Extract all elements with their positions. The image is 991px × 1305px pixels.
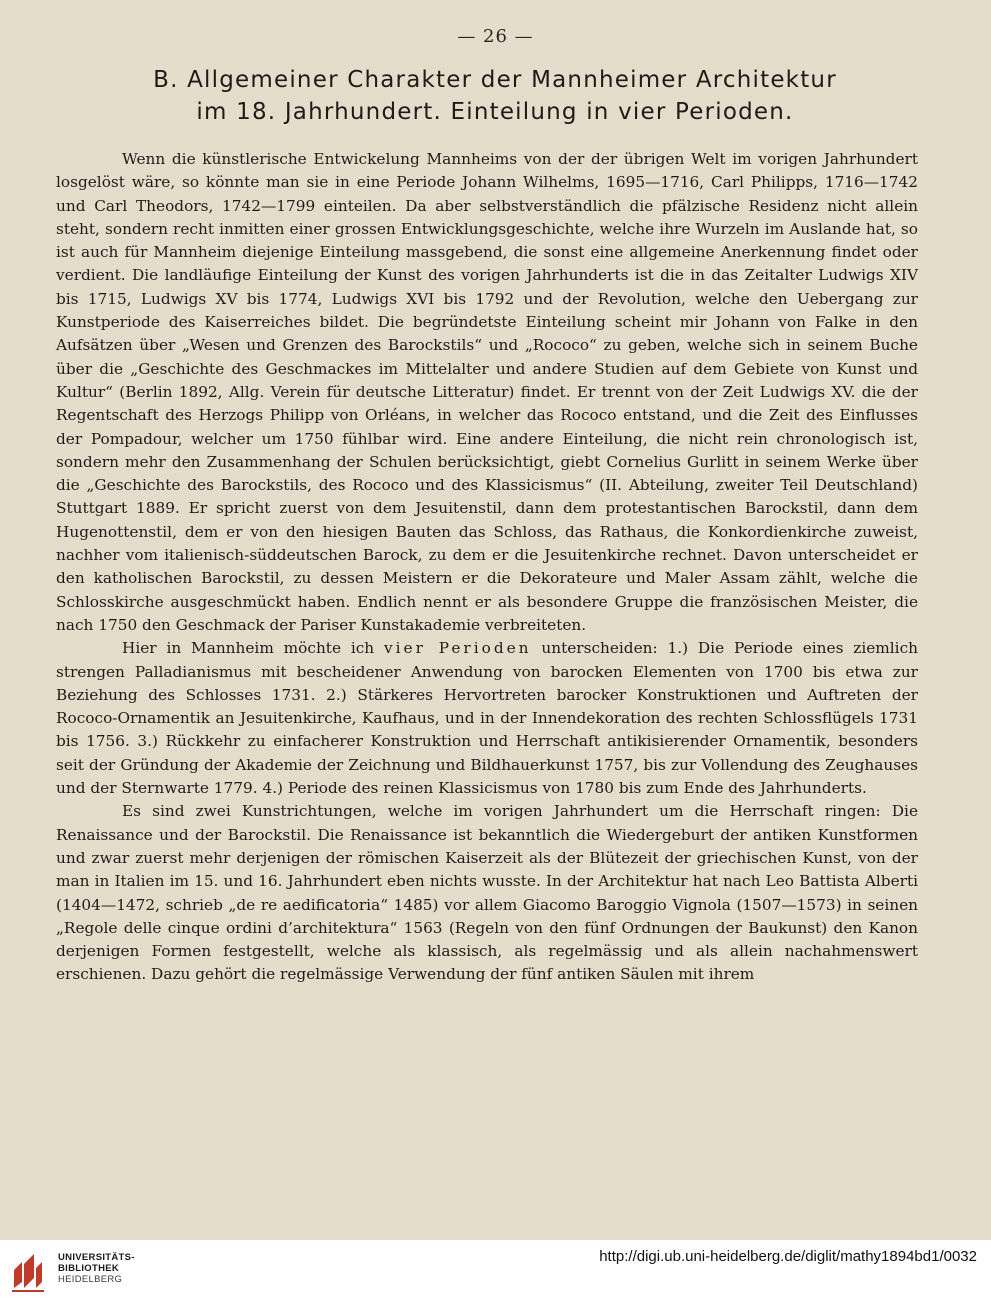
- paragraph-3: Es sind zwei Kunstrichtungen, welche im vorigen Jahrhundert um die Herrschaft ringen: Die Renaissance und der Barockstil. Die Renaissance ist bekanntlich die Wiedergeburt der antiken Kunstformen und zwar zuerst mehr derjenigen der römischen Kaiserzeit als der Blütezeit der griechischen Kunst, von der man in Italien im 15. und 16. Jahrhundert eben nichts wusste. In der Architektur hat nach Leo Battista Alberti (1404—1472, schrieb „de re aedificatoria“ 1485) vor allem Giacomo Baroggio Vignola (1507—1573) in seinen „Regole delle cinque ordini d’architektura“ 1563 (Regeln von den fünf Ordnungen der Baukunst) den Kanon derjenigen Formen festgestellt, welche als klassisch, als regelmässig und als allein nachahmenswert erschienen. Dazu gehört die regelmässige Verwendung der fünf antiken Säulen mit ihrem: [56, 802, 918, 984]
- library-line-3: HEIDELBERG: [58, 1274, 123, 1285]
- source-url-link[interactable]: http://digi.ub.uni-heidelberg.de/diglit/mathy1894bd1/0032: [599, 1248, 977, 1265]
- paragraph-2-start: Hier in Mannheim möchte ich: [122, 639, 385, 658]
- library-line-2: BIBLIOTHEK: [58, 1263, 120, 1274]
- emphasis-vier-perioden: vier Perioden: [384, 639, 532, 658]
- library-line-1: UNIVERSITÄTS-: [58, 1252, 135, 1263]
- paragraph-1: Wenn die künstlerische Entwickelung Mannheims von der der übrigen Welt im vorigen Jahrhundert losgelöst wäre, so könnte man sie in eine Periode Johann Wilhelms, 1695—1716, Carl Philipps, 1716—1742 und Carl Theodors, 1742—1799 einteilen. Da aber selbstverständlich die pfälzische Residenz nicht allein steht, sondern recht inmitten einer grossen Entwicklungsgeschichte, welche ihre Wurzeln im Auslande hat, so ist auch für Mannheim diejenige Einteilung massgebend, die sonst eine allgemeine Anerkennung findet oder verdient. Die landläufige Einteilung der Kunst des vorigen Jahrhunderts ist die in das Zeitalter Ludwigs XIV bis 1715, Ludwigs XV bis 1774, Ludwigs XVI bis 1792 und der Revolution, welche den Uebergang zur Kunstperiode des Kaiserreiches bildet. Die begründetste Einteilung scheint mir Johann von Falke in den Aufsätzen über „Wesen und Grenzen des Barockstils“ und „Rococo“ zu geben, welche sich in seinem Buche über die „Geschichte des Geschmackes im Mittelalter und andere Studien auf dem Gebiete von Kunst und Kultur“ (Berlin 1892, Allg. Verein für deutsche Litteratur) findet. Er trennt von der Zeit Ludwigs XV. die der Regentschaft des Herzogs Philipp von Orléans, in welcher das Rococo entstand, und die Zeit des Einflusses der Pompadour, welcher um 1750 fühlbar wird. Eine andere Einteilung, die nicht rein chronologisch ist, sondern mehr den Zusammenhang der Schulen berücksichtigt, giebt Cornelius Gurlitt in seinem Werke über die „Geschichte des Barockstils, des Rococo und des Klassicismus“ (II. Abteilung, zweiter Teil Deutschland) Stuttgart 1889. Er spricht zuerst von dem Jesuitenstil, dann dem protestantischen Barockstil, dann dem Hugenottenstil, dem er von den hiesigen Bauten das Schloss, das Rathaus, die Konkordienkirche zuweist, nachher vom italienisch-süddeutschen Barock, zu dem er die Jesuitenkirche rechnet. Davon unterscheidet er den katholischen Barockstil, zu dessen Meistern er die Dekorateure und Maler Assam zählt, welche die Schlosskirche ausgeschmückt haben. Endlich nennt er als besondere Gruppe die französischen Meister, die nach 1750 den Geschmack der Pariser Kunstakademie verbreiteten.: [56, 150, 918, 634]
- paragraph-2-rest: unterscheiden: 1.) Die Periode eines ziemlich strengen Palladianismus mit bescheidener Anwendung von barocken Elementen von 1700 bis etwa zur Beziehung des Schlosses 1731. 2.) Stärkeres Hervortreten barocker Konstruktionen und Auftreten der Rococo-Ornamentik an Jesuitenkirche, Kaufhaus, und in der Innendekoration des rechten Schlossflügels 1731 bis 1756. 3.) Rückkehr zu einfacherer Konstruktion und Herrschaft antikisierender Ornamentik, besonders seit der Gründung der Akademie der Zeichnung und Bildhauerkunst 1757, bis zur Vollendung des Zeughauses und der Sternwarte 1779. 4.) Periode des reinen Klassicismus von 1780 bis zum Ende des Jahrhunderts.: [56, 639, 918, 798]
- library-logo-icon: [8, 1248, 48, 1296]
- section-heading: [60, 64, 930, 128]
- footer-bar: [0, 1240, 991, 1305]
- library-name: [58, 1252, 135, 1285]
- body-text: [56, 148, 918, 987]
- paragraph-2: [56, 637, 918, 800]
- heading-line-1: B. Allgemeiner Charakter der Mannheimer Architektur: [153, 67, 837, 93]
- heading-line-2: im 18. Jahrhundert. Einteilung in vier Perioden.: [196, 99, 794, 125]
- page-number: — 26 —: [457, 26, 534, 47]
